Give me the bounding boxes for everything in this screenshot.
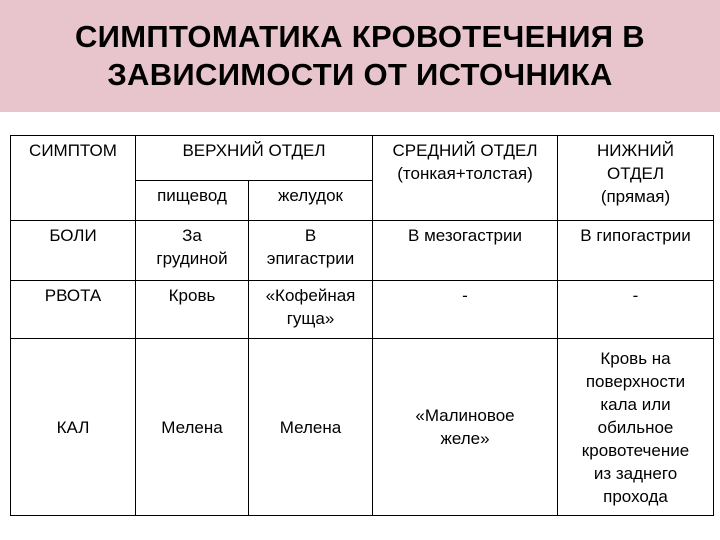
cell-lower: - — [558, 281, 714, 339]
cell-stomach: Мелена — [249, 339, 373, 516]
header-stomach: желудок — [249, 181, 373, 221]
header-symptom: СИМПТОМ — [11, 136, 136, 221]
symptoms-table — [10, 135, 714, 516]
header-lower: НИЖНИЙ ОТДЕЛ (прямая) — [558, 136, 714, 221]
title-band — [0, 0, 720, 112]
cell-middle: В мезогастрии — [373, 221, 558, 281]
cell-esophagus: За грудиной — [136, 221, 249, 281]
row-symptom: РВОТА — [11, 281, 136, 339]
cell-middle: - — [373, 281, 558, 339]
table-row — [11, 281, 714, 339]
cell-esophagus: Мелена — [136, 339, 249, 516]
page-title: СИМПТОМАТИКА КРОВОТЕЧЕНИЯ В ЗАВИСИМОСТИ ОТ ИСТОЧНИКА — [74, 19, 645, 92]
row-symptom: БОЛИ — [11, 221, 136, 281]
header-esophagus: пищевод — [136, 181, 249, 221]
header-upper: ВЕРХНИЙ ОТДЕЛ — [136, 136, 373, 181]
cell-stomach: «Кофейная гуща» — [249, 281, 373, 339]
cell-lower: В гипогастрии — [558, 221, 714, 281]
row-symptom: КАЛ — [11, 339, 136, 516]
cell-esophagus: Кровь — [136, 281, 249, 339]
header-middle: СРЕДНИЙ ОТДЕЛ (тонкая+толстая) — [373, 136, 558, 221]
table-row — [11, 221, 714, 281]
cell-lower: Кровь на поверхности кала или обильное кровотечение из заднего прохода — [558, 339, 714, 516]
header-row — [11, 136, 714, 181]
cell-stomach: В эпигастрии — [249, 221, 373, 281]
table-row — [11, 339, 714, 516]
cell-middle: «Малиновое желе» — [373, 339, 558, 516]
